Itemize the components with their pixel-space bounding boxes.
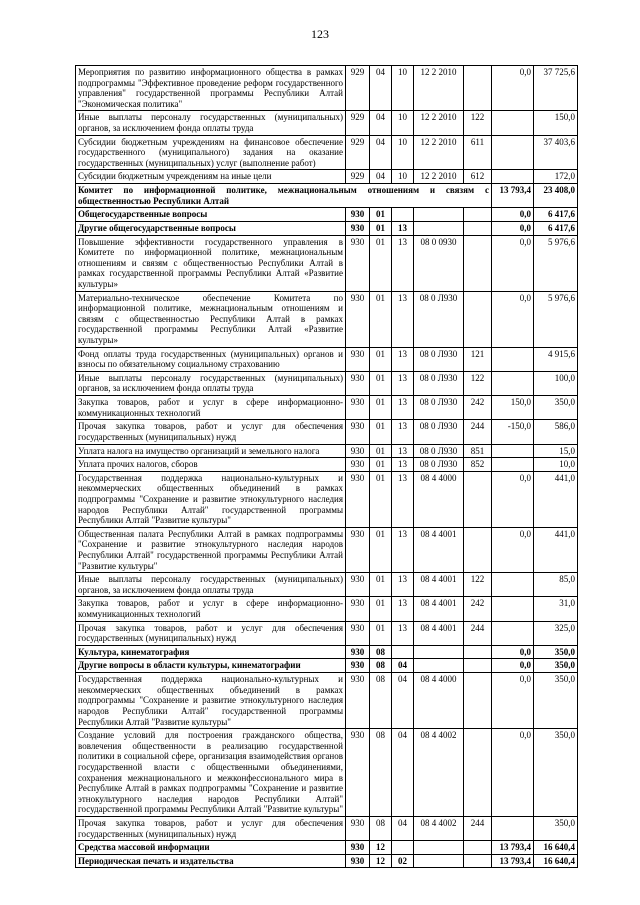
subsection-cell: 13: [392, 371, 414, 395]
amount-change-cell: 0,0: [492, 221, 534, 235]
amount-change-cell: [492, 817, 534, 841]
table-row: [76, 573, 578, 597]
name-cell: Уплата прочих налогов, сборов: [76, 458, 346, 472]
table-row: [76, 458, 578, 472]
expense-type-cell: [464, 235, 492, 291]
subsection-cell: 04: [392, 659, 414, 673]
target-article-cell: 08 4 4001: [414, 597, 464, 621]
table-row: [76, 659, 578, 673]
table-row: [76, 371, 578, 395]
name-cell: Государственная поддержка национально-культурных и некоммерческих общественных объединений в рамках подпрограммы "Сохранение и развитие этнокультурного наследия народов Республики Алтай" государственной программы Республики Алтай "Развитие культуры": [76, 673, 346, 729]
code-cell: 930: [346, 527, 370, 572]
name-cell: Иные выплаты персоналу государственных (муниципальных) органов, за исключением фонда оплаты труда: [76, 111, 346, 135]
expense-type-cell: 244: [464, 817, 492, 841]
table-row: [76, 841, 578, 855]
code-cell: 930: [346, 573, 370, 597]
name-cell: Прочая закупка товаров, работ и услуг для обеспечения государственных (муниципальных) нужд: [76, 420, 346, 444]
target-article-cell: 08 0 Л930: [414, 347, 464, 371]
amount-change-cell: [492, 347, 534, 371]
amount-total-cell: 350,0: [534, 673, 578, 729]
table-row: [76, 347, 578, 371]
code-cell: 930: [346, 659, 370, 673]
page-number: 123: [311, 27, 329, 41]
expense-type-cell: [464, 527, 492, 572]
section-cell: 04: [370, 135, 392, 170]
expense-type-cell: [464, 645, 492, 659]
table-row: [76, 396, 578, 420]
amount-change-cell: -150,0: [492, 420, 534, 444]
code-cell: 930: [346, 235, 370, 291]
amount-change-cell: 0,0: [492, 645, 534, 659]
subsection-cell: 04: [392, 729, 414, 817]
code-cell: 930: [346, 444, 370, 458]
section-cell: 08: [370, 729, 392, 817]
target-article-cell: 12 2 2010: [414, 170, 464, 184]
expense-type-cell: 612: [464, 170, 492, 184]
section-cell: 08: [370, 817, 392, 841]
subsection-cell: 13: [392, 221, 414, 235]
subsection-cell: 13: [392, 235, 414, 291]
target-article-cell: 08 0 Л930: [414, 371, 464, 395]
table-row: [76, 817, 578, 841]
amount-total-cell: 350,0: [534, 729, 578, 817]
amount-total-cell: 325,0: [534, 621, 578, 645]
table-row: [76, 471, 578, 527]
code-cell: 930: [346, 854, 370, 868]
name-cell: Прочая закупка товаров, работ и услуг для обеспечения государственных (муниципальных) нужд: [76, 817, 346, 841]
expense-type-cell: 242: [464, 597, 492, 621]
subsection-cell: 10: [392, 111, 414, 135]
name-cell: Государственная поддержка национально-культурных и некоммерческих общественных объединений в рамках подпрограммы "Сохранение и развитие этнокультурного наследия народов Республики Алтай" государственной программы Республики Алтай "Развитие культуры": [76, 471, 346, 527]
section-cell: 01: [370, 527, 392, 572]
expense-type-cell: [464, 729, 492, 817]
target-article-cell: 08 4 4000: [414, 471, 464, 527]
amount-change-cell: [492, 135, 534, 170]
subsection-cell: 13: [392, 621, 414, 645]
amount-total-cell: 4 915,6: [534, 347, 578, 371]
expense-type-cell: 122: [464, 111, 492, 135]
amount-total-cell: 150,0: [534, 111, 578, 135]
name-cell: Материально-техническое обеспечение Комитета по информационной политике, межнациональным отношениям и связям с общественностью Республики Алтай в рамках государственной программы Республики Алтай «Развитие культуры»: [76, 291, 346, 347]
section-cell: 04: [370, 170, 392, 184]
amount-change-cell: 0,0: [492, 235, 534, 291]
name-cell: Закупка товаров, работ и услуг в сфере информационно-коммуникационных технологий: [76, 396, 346, 420]
amount-change-cell: 0,0: [492, 673, 534, 729]
name-cell: Средства массовой информации: [76, 841, 346, 855]
amount-change-cell: 0,0: [492, 66, 534, 111]
expense-type-cell: [464, 291, 492, 347]
subsection-cell: 13: [392, 396, 414, 420]
amount-change-cell: 0,0: [492, 659, 534, 673]
table-row: [76, 184, 578, 208]
amount-change-cell: 150,0: [492, 396, 534, 420]
budget-table-body: [76, 66, 578, 868]
amount-change-cell: [492, 444, 534, 458]
table-row: [76, 645, 578, 659]
amount-change-cell: 13 793,4: [492, 184, 534, 208]
target-article-cell: 08 4 4001: [414, 573, 464, 597]
code-cell: 930: [346, 817, 370, 841]
code-cell: 930: [346, 673, 370, 729]
target-article-cell: 12 2 2010: [414, 135, 464, 170]
name-cell: Мероприятия по развитию информационного общества в рамках подпрограммы "Эффективное проведение реформ государственного управления" государственной программы Республики Алтай "Экономическая политика": [76, 66, 346, 111]
target-article-cell: 12 2 2010: [414, 111, 464, 135]
amount-total-cell: 16 640,4: [534, 854, 578, 868]
section-cell: 01: [370, 621, 392, 645]
subsection-cell: 13: [392, 420, 414, 444]
amount-total-cell: 15,0: [534, 444, 578, 458]
amount-change-cell: 0,0: [492, 729, 534, 817]
name-cell: Иные выплаты персоналу государственных (муниципальных) органов, за исключением фонда оплаты труда: [76, 371, 346, 395]
name-cell: Закупка товаров, работ и услуг в сфере информационно-коммуникационных технологий: [76, 597, 346, 621]
subsection-cell: 13: [392, 471, 414, 527]
section-cell: 04: [370, 111, 392, 135]
target-article-cell: 08 4 4001: [414, 527, 464, 572]
amount-change-cell: [492, 573, 534, 597]
subsection-cell: 13: [392, 347, 414, 371]
table-row: [76, 621, 578, 645]
table-row: [76, 235, 578, 291]
amount-total-cell: 6 417,6: [534, 208, 578, 222]
target-article-cell: 08 4 4001: [414, 621, 464, 645]
amount-total-cell: 5 976,6: [534, 235, 578, 291]
target-article-cell: 08 0 0930: [414, 235, 464, 291]
section-cell: 01: [370, 291, 392, 347]
target-article-cell: [414, 208, 464, 222]
code-cell: 930: [346, 841, 370, 855]
amount-change-cell: [492, 621, 534, 645]
name-cell: Иные выплаты персоналу государственных (муниципальных) органов, за исключением фонда оплаты труда: [76, 573, 346, 597]
section-cell: 01: [370, 371, 392, 395]
subsection-cell: 13: [392, 291, 414, 347]
code-cell: 930: [346, 396, 370, 420]
code-cell: 930: [346, 471, 370, 527]
amount-change-cell: [492, 170, 534, 184]
amount-change-cell: 0,0: [492, 208, 534, 222]
expense-type-cell: [464, 841, 492, 855]
target-article-cell: [414, 221, 464, 235]
name-cell: Периодическая печать и издательства: [76, 854, 346, 868]
amount-total-cell: 37 403,6: [534, 135, 578, 170]
section-cell: 01: [370, 458, 392, 472]
subsection-cell: 10: [392, 135, 414, 170]
table-row: [76, 221, 578, 235]
amount-total-cell: 350,0: [534, 817, 578, 841]
name-cell: Культура, кинематография: [76, 645, 346, 659]
table-row: [76, 170, 578, 184]
expense-type-cell: [464, 66, 492, 111]
name-cell: Прочая закупка товаров, работ и услуг для обеспечения государственных (муниципальных) нужд: [76, 621, 346, 645]
section-cell: 01: [370, 396, 392, 420]
name-cell: Другие вопросы в области культуры, кинематографии: [76, 659, 346, 673]
code-cell: 930: [346, 420, 370, 444]
subsection-cell: 13: [392, 573, 414, 597]
amount-change-cell: 13 793,4: [492, 841, 534, 855]
subsection-cell: 13: [392, 444, 414, 458]
expense-type-cell: 852: [464, 458, 492, 472]
subsection-cell: 04: [392, 817, 414, 841]
section-cell: 01: [370, 471, 392, 527]
code-cell: 929: [346, 66, 370, 111]
amount-total-cell: 5 976,6: [534, 291, 578, 347]
name-cell: Субсидии бюджетным учреждениям на иные цели: [76, 170, 346, 184]
subsection-cell: [392, 841, 414, 855]
budget-table: [75, 65, 578, 868]
amount-total-cell: 23 408,0: [534, 184, 578, 208]
expense-type-cell: [464, 673, 492, 729]
subsection-cell: [392, 208, 414, 222]
amount-change-cell: [492, 597, 534, 621]
subsection-cell: 13: [392, 458, 414, 472]
code-cell: 930: [346, 221, 370, 235]
table-row: [76, 208, 578, 222]
code-cell: 930: [346, 597, 370, 621]
target-article-cell: 08 0 Л930: [414, 444, 464, 458]
section-cell: 01: [370, 597, 392, 621]
expense-type-cell: 244: [464, 420, 492, 444]
expense-type-cell: 851: [464, 444, 492, 458]
section-cell: 04: [370, 66, 392, 111]
amount-total-cell: 350,0: [534, 645, 578, 659]
amount-total-cell: 100,0: [534, 371, 578, 395]
target-article-cell: 08 0 Л930: [414, 396, 464, 420]
table-row: [76, 597, 578, 621]
amount-total-cell: 85,0: [534, 573, 578, 597]
name-cell: Повышение эффективности государственного управления в Комитете по информационной политике, межнациональным отношениям и связям с общественностью Республики Алтай в рамках государственной программы Республики Алтай «Развитие культуры»: [76, 235, 346, 291]
amount-total-cell: 350,0: [534, 396, 578, 420]
code-cell: 930: [346, 621, 370, 645]
name-cell: Уплата налога на имущество организаций и земельного налога: [76, 444, 346, 458]
amount-total-cell: 10,0: [534, 458, 578, 472]
section-cell: 01: [370, 235, 392, 291]
section-cell: 08: [370, 659, 392, 673]
expense-type-cell: 242: [464, 396, 492, 420]
amount-total-cell: 31,0: [534, 597, 578, 621]
code-cell: 930: [346, 371, 370, 395]
expense-type-cell: 122: [464, 371, 492, 395]
subsection-cell: 04: [392, 673, 414, 729]
name-cell: Фонд оплаты труда государственных (муниципальных) органов и взносы по обязательному социальному страхованию: [76, 347, 346, 371]
expense-type-cell: [464, 659, 492, 673]
subsection-cell: 13: [392, 527, 414, 572]
amount-total-cell: 441,0: [534, 471, 578, 527]
code-cell: 929: [346, 170, 370, 184]
section-cell: 01: [370, 221, 392, 235]
name-cell: Другие общегосударственные вопросы: [76, 221, 346, 235]
amount-total-cell: 350,0: [534, 659, 578, 673]
name-cell: Субсидии бюджетным учреждениям на финансовое обеспечение государственного (муниципального) задания на оказание государственных (муниципальных) услуг (выполнение работ): [76, 135, 346, 170]
expense-type-cell: [464, 854, 492, 868]
code-cell: 930: [346, 208, 370, 222]
subsection-cell: 10: [392, 66, 414, 111]
table-row: [76, 111, 578, 135]
section-cell: 01: [370, 208, 392, 222]
subsection-cell: 13: [392, 597, 414, 621]
table-row: [76, 673, 578, 729]
code-cell: 930: [346, 645, 370, 659]
amount-change-cell: 0,0: [492, 471, 534, 527]
code-cell: 930: [346, 291, 370, 347]
subsection-cell: 10: [392, 170, 414, 184]
amount-change-cell: 0,0: [492, 291, 534, 347]
code-cell: 930: [346, 347, 370, 371]
target-article-cell: 08 4 4002: [414, 729, 464, 817]
name-cell: Общегосударственные вопросы: [76, 208, 346, 222]
section-cell: 01: [370, 573, 392, 597]
target-article-cell: [414, 841, 464, 855]
amount-change-cell: 13 793,4: [492, 854, 534, 868]
amount-change-cell: [492, 371, 534, 395]
table-row: [76, 729, 578, 817]
amount-total-cell: 37 725,6: [534, 66, 578, 111]
code-cell: 930: [346, 729, 370, 817]
section-cell: 12: [370, 854, 392, 868]
name-cell: Общественная палата Республики Алтай в рамках подпрограммы "Сохранение и развитие этнокультурного наследия народов Республики Алтай" государственной программы Республики Алтай "Развитие культуры": [76, 527, 346, 572]
expense-type-cell: 121: [464, 347, 492, 371]
subsection-cell: [392, 645, 414, 659]
amount-total-cell: 172,0: [534, 170, 578, 184]
amount-total-cell: 441,0: [534, 527, 578, 572]
amount-total-cell: 16 640,4: [534, 841, 578, 855]
amount-change-cell: 0,0: [492, 527, 534, 572]
target-article-cell: [414, 659, 464, 673]
table-row: [76, 854, 578, 868]
target-article-cell: 08 0 Л930: [414, 458, 464, 472]
section-cell: 08: [370, 673, 392, 729]
amount-total-cell: 586,0: [534, 420, 578, 444]
code-cell: 930: [346, 458, 370, 472]
table-row: [76, 527, 578, 572]
expense-type-cell: [464, 471, 492, 527]
section-cell: 12: [370, 841, 392, 855]
section-cell: 01: [370, 420, 392, 444]
target-article-cell: 08 4 4000: [414, 673, 464, 729]
expense-type-cell: 122: [464, 573, 492, 597]
name-cell: Комитет по информационной политике, межнациональным отношениям и связям с общественностью Республики Алтай: [76, 184, 492, 208]
table-row: [76, 444, 578, 458]
target-article-cell: 12 2 2010: [414, 66, 464, 111]
name-cell: Создание условий для построения гражданского общества, вовлечения общественности в реализацию государственной политики в социальной сфере, организация взаимодействия органов государственной власти с общественными объединениями, сохранения межнационального и межконфессионального мира в Республике Алтай в рамках подпрограммы "Сохранение и развитие этнокультурного наследия народов Республики Алтай" государственной программы Республики Алтай "Развитие культуры": [76, 729, 346, 817]
section-cell: 01: [370, 444, 392, 458]
amount-change-cell: [492, 458, 534, 472]
table-row: [76, 135, 578, 170]
target-article-cell: 08 4 4002: [414, 817, 464, 841]
section-cell: 01: [370, 347, 392, 371]
code-cell: 929: [346, 111, 370, 135]
section-cell: 08: [370, 645, 392, 659]
target-article-cell: 08 0 Л930: [414, 291, 464, 347]
amount-total-cell: 6 417,6: [534, 221, 578, 235]
table-row: [76, 291, 578, 347]
target-article-cell: [414, 645, 464, 659]
expense-type-cell: 244: [464, 621, 492, 645]
subsection-cell: 02: [392, 854, 414, 868]
expense-type-cell: [464, 221, 492, 235]
table-row: [76, 420, 578, 444]
expense-type-cell: [464, 208, 492, 222]
table-row: [76, 66, 578, 111]
code-cell: 929: [346, 135, 370, 170]
target-article-cell: 08 0 Л930: [414, 420, 464, 444]
amount-change-cell: [492, 111, 534, 135]
expense-type-cell: 611: [464, 135, 492, 170]
target-article-cell: [414, 854, 464, 868]
